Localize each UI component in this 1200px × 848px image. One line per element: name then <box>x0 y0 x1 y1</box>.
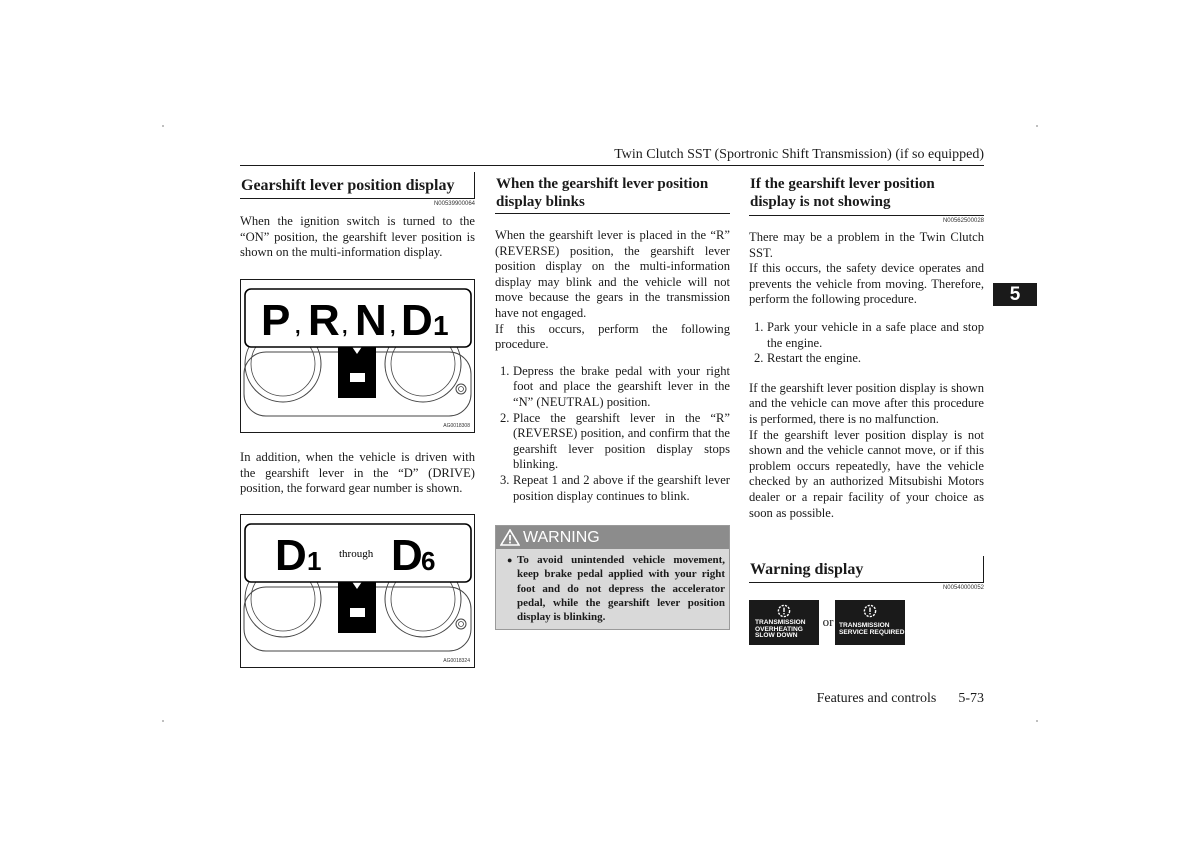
warning-box <box>495 525 730 630</box>
gear-d-label: D <box>391 531 423 580</box>
overheating-warning-lamp <box>749 600 819 645</box>
warning-header <box>496 526 729 549</box>
gear-d-label: D <box>401 296 433 345</box>
column-1 <box>240 172 475 261</box>
figure-code: AG0018308 <box>443 423 470 429</box>
lamp-text: TRANSMISSION <box>839 622 890 629</box>
reference-code: N00562500028 <box>942 218 984 224</box>
reference-code: N00540000052 <box>942 585 984 591</box>
transmission-warning-icon <box>777 604 791 618</box>
step-text: Park your vehicle in a safe place and stop the engine. <box>767 319 984 350</box>
running-header: Twin Clutch SST (Sportronic Shift Transmission) (if so equipped) <box>240 146 984 166</box>
step-number: 1. <box>754 319 764 334</box>
body-paragraph: When the gearshift lever is placed in the “R” (REVERSE) position, the gearshift lever position display on the multi-information display may blink and the vehicle will not move because the gears in the transmission have not engaged. <box>495 228 730 320</box>
gear-n-label: N <box>355 296 387 345</box>
list-item <box>495 473 730 504</box>
warning-display-section <box>749 556 984 592</box>
warning-label: WARNING <box>523 529 600 546</box>
procedure-list <box>749 320 984 367</box>
separator: , <box>295 316 301 338</box>
list-item <box>749 320 984 351</box>
or-label: or <box>822 614 834 629</box>
body-paragraph: If this occurs, the safety device operates and prevents the vehicle from moving. Therefore, perform the following procedure. <box>749 261 984 307</box>
lamp-text: OVERHEATING <box>755 625 803 633</box>
transmission-warning-icon <box>863 604 877 618</box>
section-heading: Warning display <box>749 556 984 583</box>
list-item <box>749 351 984 367</box>
column-2 <box>495 172 730 504</box>
column-3 <box>749 172 984 521</box>
gear-p-label: P <box>261 296 291 345</box>
body-paragraph: In addition, when the vehicle is driven with the gearshift lever in the “D” (DRIVE) position, the forward gear number is shown. <box>240 450 475 496</box>
separator: , <box>390 316 396 338</box>
body-paragraph: When the ignition switch is turned to the “ON” position, the gearshift lever position is shown on the multi-information display. <box>240 214 475 260</box>
service-warning-lamp <box>835 600 905 645</box>
page-number: 5-73 <box>958 691 984 706</box>
figure-code: AG0018324 <box>443 658 470 664</box>
procedure-list <box>495 364 730 504</box>
warning-message: To avoid unintended vehicle movement, keep brake pedal applied with your right foot and do not depress the accelerator pedal, while the gearshift lever position display is blinking. <box>517 554 725 624</box>
body-paragraph: If this occurs, perform the following procedure. <box>495 321 730 352</box>
gear-display-figure <box>240 279 475 433</box>
gear-range-figure <box>240 514 475 668</box>
reference-code: N00539900064 <box>433 201 475 207</box>
crop-mark <box>1036 125 1038 127</box>
crop-mark <box>1036 720 1038 722</box>
warning-text <box>496 549 729 629</box>
gear-d-label: D <box>275 531 307 580</box>
lamp-text: TRANSMISSION <box>755 619 806 626</box>
list-item <box>495 364 730 411</box>
list-item <box>495 411 730 473</box>
lamp-text: SERVICE REQUIRED <box>839 628 905 636</box>
crop-mark <box>162 125 164 127</box>
step-number: 2. <box>754 351 764 366</box>
step-text: Place the gearshift lever in the “R” (REVERSE) position, and confirm that the gearshift lever position display stops blinking. <box>513 410 730 472</box>
footer-section: Features and controls <box>816 691 937 706</box>
step-text: Repeat 1 and 2 above if the gearshift lever position display continues to blink. <box>513 472 730 503</box>
gear-number: 6 <box>421 546 436 576</box>
gear-number: 1 <box>307 546 322 576</box>
lamp-text: SLOW DOWN <box>755 632 798 640</box>
step-number: 2. <box>500 410 510 425</box>
gear-range-illustration <box>241 515 474 667</box>
gear-r-label: R <box>308 296 340 345</box>
step-number: 1. <box>500 363 510 378</box>
chapter-tab[interactable]: 5 <box>993 283 1037 306</box>
step-number: 3. <box>500 472 510 487</box>
step-text: Restart the engine. <box>767 351 862 366</box>
bullet-icon: ● <box>507 555 513 565</box>
through-label: through <box>339 548 374 560</box>
separator: , <box>342 316 348 338</box>
step-text: Depress the brake pedal with your right foot and place the gearshift lever in the “N” (NEUTRAL) position. <box>513 363 730 409</box>
crop-mark <box>162 720 164 722</box>
warning-lamps <box>749 600 909 646</box>
gear-number: 1 <box>433 310 449 341</box>
gear-display-illustration <box>241 280 474 432</box>
section-heading: Gearshift lever position display <box>240 172 475 199</box>
divider <box>749 215 984 216</box>
section-heading: If the gearshift lever position display is not showing <box>750 176 935 210</box>
warning-triangle-icon <box>500 529 520 546</box>
body-paragraph: If the gearshift lever position display is not shown and the vehicle cannot move, or if this problem occurs repeatedly, have the vehicle checked by an authorized Mitsubishi Motors dealer or a repair facility of your choice as soon as possible. <box>749 427 984 520</box>
body-paragraph: If the gearshift lever position display is shown and the vehicle can move after this procedure is performed, there is no malfunction. <box>749 380 984 426</box>
body-paragraph: There may be a problem in the Twin Clutch SST. <box>749 230 984 260</box>
page-footer <box>740 690 984 708</box>
section-heading: When the gearshift lever position display blinks <box>495 172 730 214</box>
